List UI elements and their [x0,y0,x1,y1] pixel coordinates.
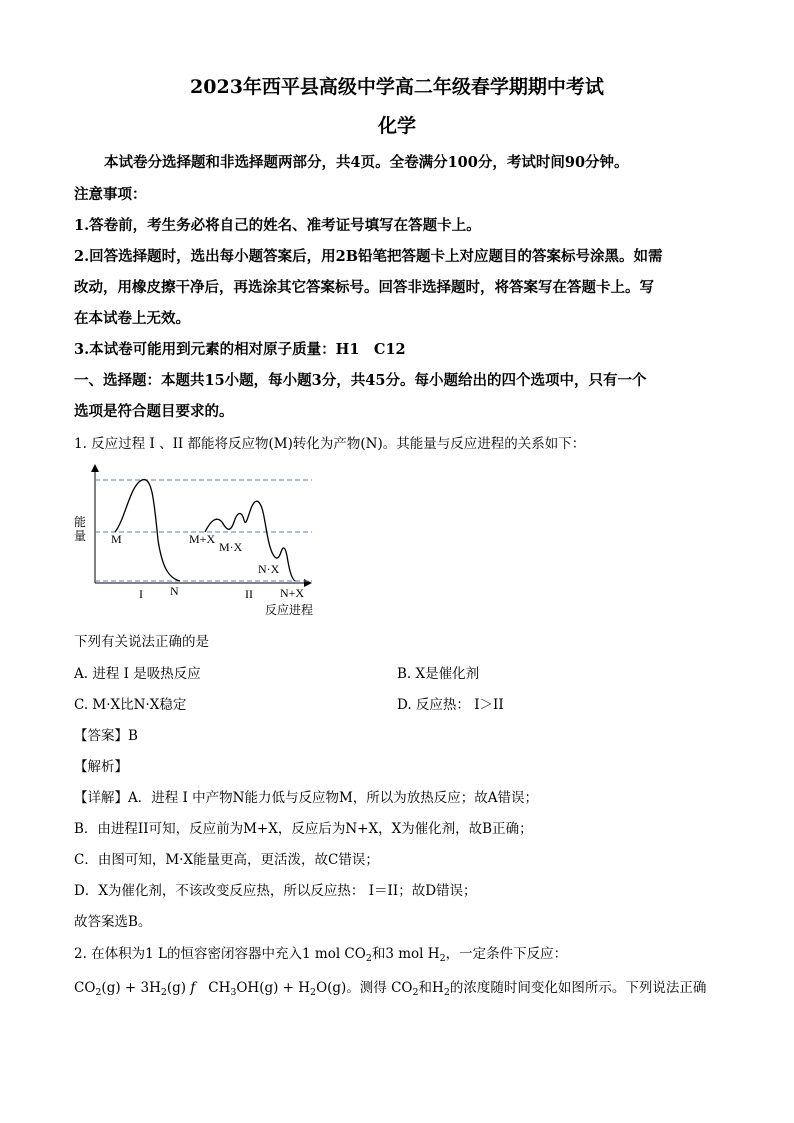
eq-sub-4: 2 [310,987,317,998]
notice-item-2-line-2: 改动，用橡皮擦干净后，再选涂其它答案标号。回答非选择题时，将答案写在答题卡上。写 [74,279,654,296]
option-b[interactable]: B. X是催化剂 [397,666,480,682]
intro-text: 本试卷分选择题和非选择题两部分，共4页。全卷满分100分，考试时间90分钟。 [104,154,629,171]
conclusion-line: 故答案选B。 [74,914,152,930]
q2-tail-2: 和H [418,980,444,996]
q2-stem-pre: 2. 在体积为1 L的恒容密闭容器中充入1 mol CO [74,946,366,962]
option-a[interactable]: A. 进程 I 是吸热反应 [74,666,201,682]
eq-3h2: (g) + 3H [101,980,161,996]
eq-oh-h: OH(g) + H [236,980,311,996]
label-process-1: I [139,587,143,601]
q2-sub-co2: 2 [365,953,372,964]
eq-h2o: O(g) [316,980,347,996]
label-m-dot-x: M·X [219,540,243,554]
detail-line-1: 【详解】A．进程 I 中产物N能力低与反应物M，所以为放热反应；故A错误； [74,790,539,806]
label-m: M [111,532,122,546]
analysis-label: 【解析】 [74,759,128,775]
question-2-equation-line [74,976,706,996]
process-1-curve [115,480,180,581]
notice-item-2-line-3: 在本试卷上无效。 [74,310,190,327]
notice-item-3: 3.本试卷可能用到元素的相对原子质量：H1 C12 [74,341,406,358]
eq-sub-1: 2 [95,987,102,998]
detail-line-2: B．由进程II可知，反应前为M+X，反应后为N+X，X为催化剂，故B正确； [74,821,533,837]
question-2-stem [74,942,567,962]
label-m-plus-x: M+X [189,532,216,546]
option-c[interactable]: C. M·X比N·X稳定 [74,697,187,713]
reaction-progress-label: 反应进程 [265,603,314,617]
exam-title: 2023年西平县高级中学高二年级春学期期中考试 [190,76,604,98]
q2-tail-3: 的浓度随时间变化如图所示。下列说法正确 [449,980,707,996]
eq-ch3: CH [208,980,231,996]
q2-sub-h2: 2 [439,953,446,964]
notice-item-1: 1.答卷前，考生务必将自己的姓名、准考证号填写在答题卡上。 [74,217,481,234]
eq-g2: (g) [166,980,187,996]
detail-line-3: C．由图可知，M·X能量更高，更活泼，故C错误； [74,852,379,868]
eq-sub-3: 3 [230,987,237,998]
question-1-stem: 1. 反应过程 I 、II 都能将反应物(M)转化为产物(N)。其能量与反应进程的关系如下： [74,436,586,452]
detail-line-4: D．X为催化剂，不该改变反应热，所以反应热： I＝II；故D错误； [74,883,477,899]
eq-co2: CO [74,980,96,996]
q2-tail-sub-2: 2 [443,987,450,998]
label-process-2: II [245,587,253,601]
exam-subject: 化学 [377,115,416,137]
energy-axis-label-2: 量 [74,529,87,543]
section-1-heading-line-2: 选项是符合题目要求的。 [74,403,234,420]
eq-equilibrium-arrow: f [190,980,196,996]
label-n-plus-x: N+X [280,586,305,600]
question-1-prompt: 下列有关说法正确的是 [74,634,209,650]
answer-label: 【答案】B [74,728,138,744]
q2-stem-mid: 和3 mol H [371,946,440,962]
notice-item-2-line-1: 2.回答选择题时，选出每小题答案后，用2B铅笔把答题卡上对应题目的答案标号涂黑。如需 [74,248,663,265]
q2-tail-1: 。测得 CO [346,980,413,996]
section-1-heading-line-1: 一、选择题：本题共15小题，每小题3分，共45分。每小题给出的四个选项中，只有一个 [74,372,647,389]
energy-profile-diagram [70,460,330,620]
q2-stem-post: ，一定条件下反应： [445,946,568,962]
energy-axis-label-1: 能 [74,515,87,529]
eq-sub-2: 2 [160,987,167,998]
label-n: N [170,584,179,598]
label-n-dot-x: N·X [258,562,280,576]
notice-heading: 注意事项： [74,186,147,203]
option-d[interactable]: D. 反应热： I＞II [397,697,504,713]
q2-tail-sub-1: 2 [412,987,419,998]
